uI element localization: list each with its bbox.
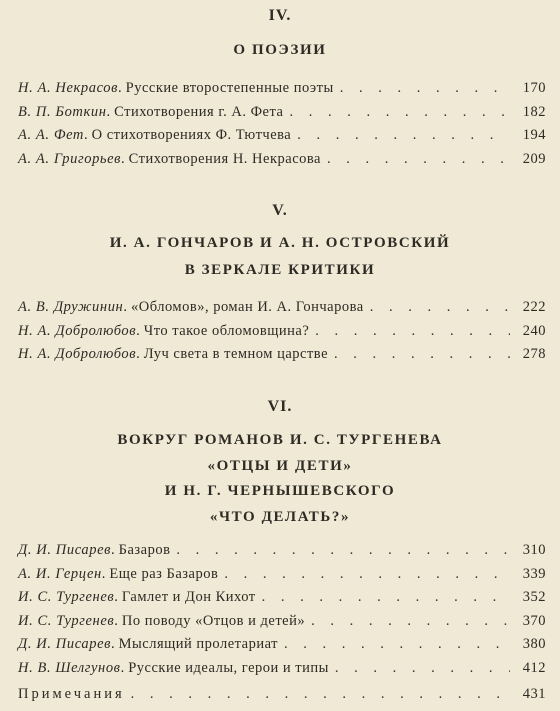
entry-author: Д. И. Писарев [18, 542, 112, 558]
section-title-line: В ЗЕРКАЛЕ КРИТИКИ [184, 262, 376, 278]
leader-dots [315, 320, 510, 344]
toc-entry[interactable]: А. И. Герцен . Еще раз Базаров . . . 339 [18, 563, 546, 587]
entry-title: О стихотворениях Ф. Тютчева [91, 127, 292, 143]
entry-title: Русские идеалы, герои и типы [128, 659, 329, 676]
entry-page-number: 370 [522, 612, 546, 629]
toc-entry[interactable]: Н. А. Некрасов . Русские второстепенные поэты . . . 170 [18, 77, 546, 101]
section-title-line: ВОКРУГ РОМАНОВ И. С. ТУРГЕНЕВА [117, 432, 443, 448]
entry-author: И. С. Тургенев [18, 612, 115, 629]
entry-title: По поводу «Отцов и детей» [121, 612, 306, 629]
section-number: IV. [268, 7, 292, 24]
entry-page-number: 194 [522, 127, 546, 143]
leader-dots [327, 148, 510, 172]
section-title-line: «ОТЦЫ И ДЕТИ» [207, 458, 353, 474]
entry-title: Мыслящий пролетариат [118, 636, 279, 652]
entry-author: Н. А. Некрасов [18, 80, 119, 96]
entry-page-number: 431 [522, 686, 546, 702]
entry-title: Стихотворения Н. Некрасова [128, 150, 321, 167]
entry-title: Примечания [18, 686, 125, 702]
section-title-line: И. А. ГОНЧАРОВ И А. Н. ОСТРОВСКИЙ [109, 235, 451, 251]
leader-dots [224, 563, 510, 587]
entry-author: Н. А. Добролюбов [18, 322, 137, 339]
entry-title: Базаров [118, 542, 171, 558]
entry-page-number: 352 [522, 589, 546, 605]
entry-title: Русские второстепенные поэты [125, 80, 334, 96]
leader-dots [262, 586, 510, 610]
leader-dots [289, 101, 510, 125]
entry-author: Н. В. Шелгунов [18, 659, 121, 676]
entry-author: А. А. Фет [18, 127, 84, 143]
entry-title: Гамлет и Дон Кихот [121, 589, 256, 605]
entry-title: Луч света в темном царстве [143, 346, 328, 362]
toc-entry[interactable]: А. В. Дружинин . «Обломов», роман И. А. Гончарова . . . 222 [18, 296, 546, 320]
section-title-line: И Н. Г. ЧЕРНЫШЕВСКОГО [164, 483, 396, 499]
leader-dots [335, 657, 510, 681]
toc-entry[interactable]: И. С. Тургенев . По поводу «Отцов и детей» . . . 370 [18, 610, 546, 634]
toc-entry[interactable]: Д. И. Писарев . Мыслящий пролетариат . . . 380 [18, 633, 546, 657]
entry-page-number: 170 [522, 80, 546, 96]
entry-title: «Обломов», роман И. А. Гончарова [130, 299, 364, 315]
leader-dots [284, 633, 510, 657]
entry-author: А. В. Дружинин [18, 299, 124, 315]
entry-page-number: 278 [522, 346, 546, 362]
section-title: О ПОЭЗИИ [233, 42, 327, 58]
leader-dots [311, 610, 510, 634]
toc-entry[interactable]: И. С. Тургенев . Гамлет и Дон Кихот . . . 352 [18, 586, 546, 610]
entry-page-number: 240 [522, 322, 546, 339]
section-number: V. [272, 202, 288, 219]
entry-title: Стихотворения г. А. Фета [114, 103, 284, 120]
toc-entry[interactable]: А. А. Григорьев . Стихотворения Н. Некрасова . . . 209 [18, 148, 546, 172]
entry-author: А. И. Герцен [18, 565, 102, 582]
entry-author: В. П. Боткин [18, 103, 107, 120]
entry-page-number: 209 [522, 150, 546, 167]
entry-title: Что такое обломовщина? [143, 322, 310, 339]
toc-entry[interactable]: Н. А. Добролюбов . Луч света в темном царстве . . . 278 [18, 343, 546, 367]
entry-page-number: 380 [522, 636, 546, 652]
leader-dots [131, 683, 510, 707]
entry-author: А. А. Григорьев [18, 150, 122, 167]
toc-entry[interactable]: В. П. Боткин . Стихотворения г. А. Фета . . . 182 [18, 101, 546, 125]
toc-entry[interactable]: Д. И. Писарев . Базаров . . . 310 [18, 539, 546, 563]
entry-page-number: 222 [522, 299, 546, 315]
entry-page-number: 310 [522, 542, 546, 558]
entry-page-number: 412 [522, 659, 546, 676]
leader-dots [297, 124, 510, 148]
leader-dots [176, 539, 510, 563]
entry-page-number: 339 [522, 565, 546, 582]
entry-author: И. С. Тургенев [18, 589, 115, 605]
entry-author: Н. А. Добролюбов [18, 346, 137, 362]
section-number: VI. [267, 398, 293, 415]
entry-title: Еще раз Базаров [109, 565, 219, 582]
toc-entry[interactable]: А. А. Фет . О стихотворениях Ф. Тютчева . . . 194 [18, 124, 546, 148]
toc-entry[interactable]: Н. В. Шелгунов . Русские идеалы, герои и типы . . . 412 [18, 657, 546, 681]
leader-dots [370, 296, 510, 320]
entry-page-number: 182 [522, 103, 546, 120]
entry-author: Д. И. Писарев [18, 636, 112, 652]
leader-dots [334, 343, 510, 367]
toc-entry[interactable]: Н. А. Добролюбов . Что такое обломовщина? . . . 240 [18, 320, 546, 344]
toc-entry-notes[interactable] [18, 683, 546, 707]
section-title-line: «ЧТО ДЕЛАТЬ?» [209, 509, 351, 525]
leader-dots [340, 77, 510, 101]
